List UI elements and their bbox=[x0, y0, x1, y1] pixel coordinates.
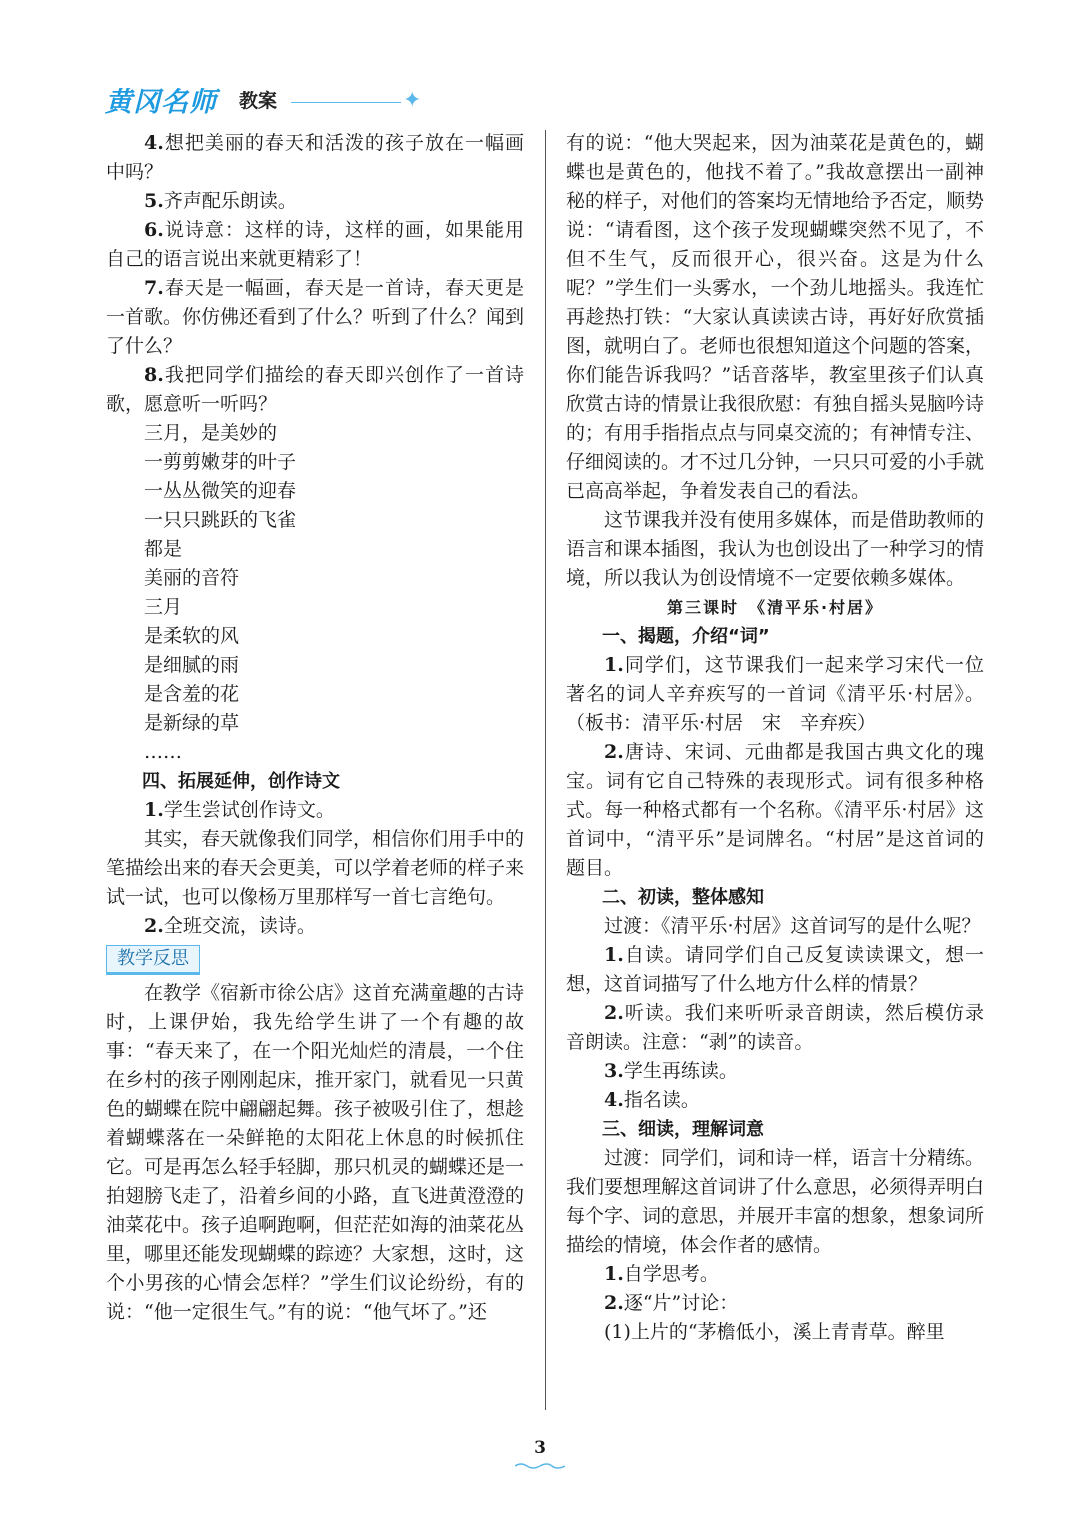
page-footer bbox=[0, 1438, 1080, 1458]
poem-line: …… bbox=[144, 741, 182, 763]
sub-item: (1)上片的“茅檐低小，溪上青青草。醉里 bbox=[604, 1321, 945, 1343]
poem-line: 是柔软的风 bbox=[144, 625, 240, 647]
left-column bbox=[106, 129, 524, 1327]
reflection-label: 教学反思 bbox=[106, 945, 200, 975]
list-item: 1.自学思考。 bbox=[604, 1263, 719, 1285]
section-heading: 一、揭题，介绍“词” bbox=[602, 626, 770, 647]
poem-line: 一丛丛微笑的迎春 bbox=[144, 480, 297, 502]
section-heading: 四、拓展延伸，创作诗文 bbox=[142, 771, 340, 792]
list-item: 2.逐“片”讨论： bbox=[604, 1292, 739, 1314]
list-item: 4.指名读。 bbox=[604, 1089, 700, 1111]
poem-line: 是新绿的草 bbox=[144, 712, 240, 734]
transition-text: 过渡：《清平乐·村居》这首词写的是什么呢？ bbox=[604, 915, 981, 937]
poem-line: 都是 bbox=[144, 538, 183, 560]
poem-line: 美丽的音符 bbox=[144, 567, 240, 589]
page-number: 3 bbox=[534, 1438, 546, 1458]
section-heading: 三、细读，理解词意 bbox=[602, 1119, 764, 1140]
poem-line: 是细腻的雨 bbox=[144, 654, 240, 676]
poem-line: 一剪剪嫩芽的叶子 bbox=[144, 451, 297, 473]
reflection-label-wrap bbox=[106, 941, 524, 979]
lesson-title: 第三课时 《清平乐·村居》 bbox=[666, 598, 884, 617]
list-item: 3.学生再练读。 bbox=[604, 1060, 738, 1082]
brand-logo: 黄冈名师 bbox=[105, 87, 217, 118]
transition-text: 过渡：同学们，词和诗一样，语言十分精练。我们要想理解这首词讲了什么意思，必须得弄明白每个字、词的意思，并展开丰富的想象，想象词所描绘的情境，体会作者的感情。 bbox=[566, 1147, 985, 1256]
sparkle-icon: ✦ bbox=[403, 88, 422, 113]
header-rule bbox=[291, 102, 401, 103]
paragraph: 这节课我并没有使用多媒体，而是借助教师的语言和课本插图，我认为也创设出了一种学习的情境，所以我认为创设情境不一定要依赖多媒体。 bbox=[566, 509, 985, 589]
right-column bbox=[566, 129, 984, 1347]
page-header bbox=[105, 80, 445, 120]
list-item: 4.想把美丽的春天和活泼的孩子放在一幅画中吗？ bbox=[106, 132, 524, 183]
poem-line: 一只只跳跃的飞雀 bbox=[144, 509, 297, 531]
list-item: 7.春天是一幅画，春天是一首诗，春天更是一首歌。你仿佛还看到了什么？听到了什么？闻到了什么？ bbox=[106, 277, 525, 357]
column-divider bbox=[545, 130, 546, 1410]
poem-line: 三月，是美妙的 bbox=[144, 422, 278, 444]
paragraph: 其实，春天就像我们同学，相信你们用手中的笔描绘出来的春天会更美，可以学着老师的样子来试一试，也可以像杨万里那样写一首七言绝句。 bbox=[106, 828, 525, 908]
paragraph: 有的说：“他大哭起来，因为油菜花是黄色的，蝴蝶也是黄色的，他找不着了。”我故意摆出一副神秘的样子，对他们的答案均无情地给予否定，顺势说：“请看图，这个孩子发现蝴蝶突然不见了，不但不生气，反而很开心，很兴奋。这是为什么呢？”学生们一头雾水，一个劲儿地摇头。我连忙再趁热打铁：“大家认真读读古诗，再好好欣赏插图，就明白了。老师也很想知道这个问题的答案，你们能告诉我吗？”话音落毕，教室里孩子们认真欣赏古诗的情景让我很欣慰：有独自摇头晃脑吟诗的；有用手指指点点与同桌交流的；有神情专注、仔细阅读的。才不过几分钟，一只只可爱的小手就已高高举起，争着发表自己的看法。 bbox=[566, 132, 985, 502]
list-item: 2.唐诗、宋词、元曲都是我国古典文化的瑰宝。词有它自己特殊的表现形式。词有很多种格式。每一种格式都有一个名称。《清平乐·村居》这首词中，“清平乐”是词牌名。“村居”是这首词的题目。 bbox=[566, 741, 984, 879]
section-heading: 二、初读，整体感知 bbox=[602, 887, 764, 908]
wave-ornament-icon bbox=[515, 1462, 565, 1470]
list-item: 2.全班交流，读诗。 bbox=[144, 915, 316, 937]
list-item: 1.同学们，这节课我们一起来学习宋代一位著名的词人辛弃疾写的一首词《清平乐·村居》。（板书：清平乐·村居 宋 辛弃疾） bbox=[566, 654, 984, 734]
list-item: 2.听读。我们来听听录音朗读，然后模仿录音朗读。注意：“剥”的读音。 bbox=[566, 1002, 984, 1053]
reflection-paragraph: 在教学《宿新市徐公店》这首充满童趣的古诗时，上课伊始，我先给学生讲了一个有趣的故事：“春天来了，在一个阳光灿烂的清晨，一个住在乡村的孩子刚刚起床，推开家门，就看见一只黄色的蝴蝶在院中翩翩起舞。孩子被吸引住了，想趁着蝴蝶落在一朵鲜艳的太阳花上休息的时候抓住它。可是再怎么轻手轻脚，那只机灵的蝴蝶还是一拍翅膀飞走了，沿着乡间的小路，直飞进黄澄澄的油菜花中。孩子追啊跑啊，但茫茫如海的油菜花丛里，哪里还能发现蝴蝶的踪迹？大家想，这时，这个小男孩的心情会怎样？”学生们议论纷纷，有的说：“他一定很生气。”有的说：“他气坏了。”还 bbox=[106, 982, 525, 1323]
list-item: 6.说诗意：这样的诗，这样的画，如果能用自己的语言说出来就更精彩了！ bbox=[106, 219, 524, 270]
header-subtitle: 教案 bbox=[239, 90, 278, 112]
list-item: 1.学生尝试创作诗文。 bbox=[144, 799, 335, 821]
poem-line: 三月 bbox=[144, 596, 183, 618]
poem-line: 是含羞的花 bbox=[144, 683, 240, 705]
list-item: 1.自读。请同学们自己反复读读课文，想一想，这首词描写了什么地方什么样的情景？ bbox=[566, 944, 984, 995]
list-item: 8.我把同学们描绘的春天即兴创作了一首诗歌，愿意听一听吗？ bbox=[106, 364, 524, 415]
list-item: 5.齐声配乐朗读。 bbox=[144, 190, 297, 212]
